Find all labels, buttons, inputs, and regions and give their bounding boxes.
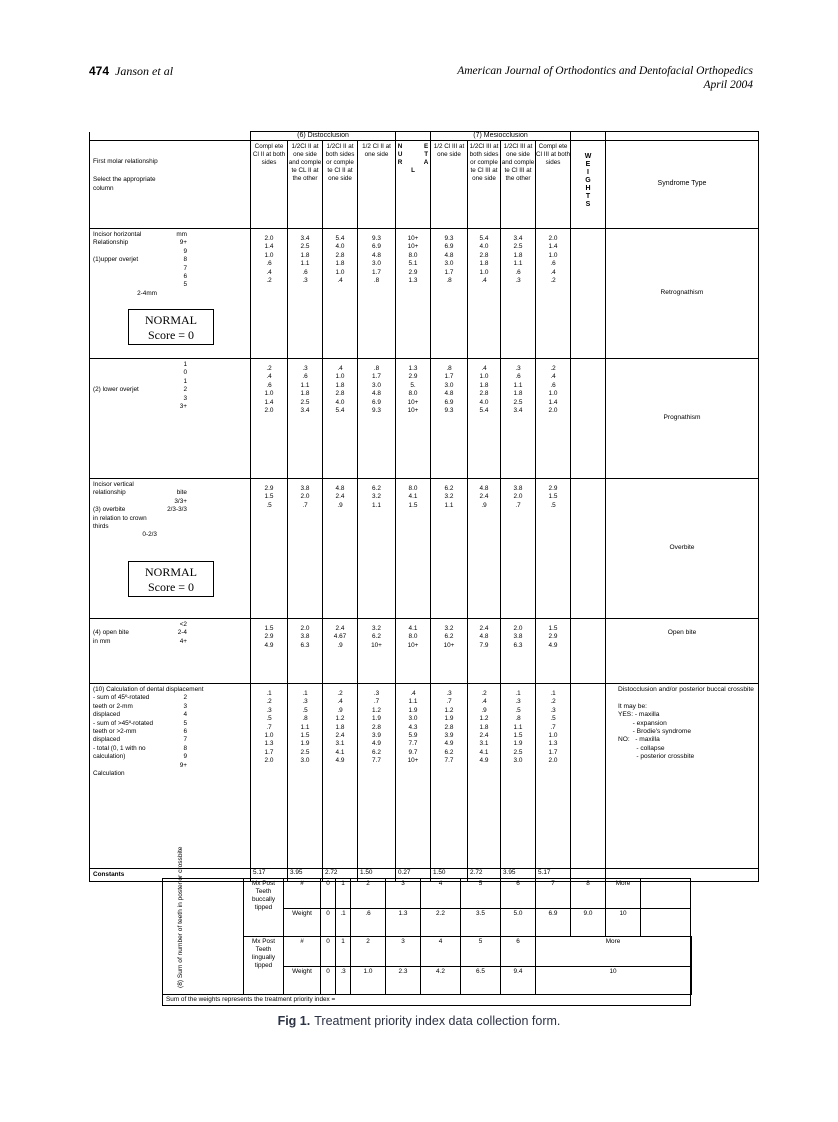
score-cell: 2.0 3.8 6.3 [288,619,323,684]
column-header: Compl ete Cl II at both sides [251,141,288,229]
row-label-line [93,290,247,298]
row-label-line [93,273,247,281]
crossbite-count: More [536,937,691,967]
row-label-line [93,770,247,778]
row-label-value: 2-4 [177,629,187,637]
row-label-line [93,395,247,403]
row-label-text: (2) lower overjet [93,386,139,394]
score-cell: 3.8 2.0 .7 [501,479,536,619]
row-label-text: relationship [93,489,126,497]
crossbite-count: 1 [336,879,351,909]
row-label-line [93,753,247,761]
weight-entry-cell[interactable] [571,684,606,869]
row-label-value: 9 [183,247,187,255]
row-label-text: - sum of 45º-rotated [93,694,150,702]
normal-score-box [128,561,214,597]
row-label-value: 0 [183,369,187,377]
row-label-line [93,515,247,523]
row-label-line [93,248,247,256]
score-cell: .2 .4 .9 1.2 1.8 2.4 3.1 4.1 4.9 [468,684,501,869]
row-label-value: 1 [183,377,187,385]
row-label-line [93,629,247,637]
score-cell: .4 1.0 1.8 2.8 4.0 5.4 [468,359,501,479]
crossbite-weight: 3.5 [461,909,501,937]
row-label-line [93,506,247,514]
page-number: 474 [89,64,110,78]
syndrome-type-cell: Distocclusion and/or posterior buccal crossbite It may be: YES: - maxilla - expansion - Brodie's syndrome NO: - maxilla - collapse - posterior crossbite [606,684,759,869]
row-label-text: teeth or >2-mm [93,728,137,736]
crossbite-weight: 10 [606,909,641,937]
score-cell: 9.3 6.9 4.8 3.0 1.7 .8 [431,229,468,359]
crossbite-count: 7 [536,879,571,909]
buccal-label: Mx Post Teeth buccally tipped [244,879,284,937]
score-cell: .1 .2 .3 .5 .7 1.0 1.3 1.7 2.0 [251,684,288,869]
score-cell: 2.4 4.8 7.9 [468,619,501,684]
row-label-line [93,239,247,247]
syndrome-header: Syndrome Type [606,141,759,229]
row-label-line [93,489,247,497]
crossbite-weight: .6 [351,909,386,937]
row-label-line [93,481,247,489]
crossbite-count: 3 [386,937,421,967]
score-cell: .3 .7 1.2 1.9 2.8 3.9 4.9 6.2 7.7 [431,684,468,869]
weight-entry-cell[interactable] [571,359,606,479]
column-header: 1/2 Cl III at one side [431,141,468,229]
form-row [90,684,759,869]
crossbite-weight: .1 [336,909,351,937]
crossbite-count: 5 [461,937,501,967]
row-label-line [93,711,247,719]
row-label-line [93,745,247,753]
row-label-line [93,694,247,702]
score-cell: 6.2 3.2 1.1 [431,479,468,619]
score-cell: 4.8 2.4 .9 [468,479,501,619]
row-label-line [93,386,247,394]
row-label-line [93,369,247,377]
column-header: 1/2Cl II at one side and comple te CL II at the other [288,141,323,229]
blank-cell [606,132,759,141]
count-label: # [284,937,321,967]
score-cell: 3.8 2.0 .7 [288,479,323,619]
row-label-cell [90,359,251,479]
syndrome-type-cell: Prognathism [606,359,759,479]
row-label-text: Relationship [93,239,129,247]
column-header: 1/2Cl III at one side and comple te Cl III at the other [501,141,536,229]
treatment-priority-form [89,131,759,882]
crossbite-count: 0 [321,937,336,967]
score-cell: .4 1.0 1.8 2.8 4.0 5.4 [323,359,358,479]
authors: Janson et al [115,64,174,78]
row-label-value: 9+ [179,761,187,769]
crossbite-weight: 10 [536,967,691,995]
row-label-value: 7 [183,736,187,744]
row-label-text: thirds [93,523,109,531]
row-label-text: (1)upper overjet [93,256,139,264]
crossbite-count: 4 [421,879,461,909]
weight-entry-cell[interactable] [571,229,606,359]
row-label-line [93,686,247,694]
crossbite-vertical-label-cell [163,846,244,995]
column-header: 1/2 Cl II at one side [358,141,396,229]
count-label: # [284,879,321,909]
crossbite-weight: 2.3 [386,967,421,995]
row-label-line [93,256,247,264]
figure-caption [0,1014,838,1028]
crossbite-count: 2 [351,937,386,967]
row-label-text: displaced [93,711,121,719]
row-label-value: 8 [183,256,187,264]
weight-entry-cell[interactable] [571,619,606,684]
row-label-cell [90,684,251,869]
normal-score-text: Score = 0 [147,580,195,594]
row-label-line [93,762,247,770]
figure-label: Fig 1. [277,1014,311,1028]
score-cell: 1.5 2.9 4.9 [251,619,288,684]
row-label-value: 3+ [179,403,187,411]
score-cell: 1.3 2.9 5. 8.0 10+ 10+ [396,359,431,479]
score-cell: 6.2 3.2 1.1 [358,479,396,619]
crossbite-weight: 4.2 [421,967,461,995]
row-label-value: 2 [183,694,187,702]
weight-entry-cell[interactable] [571,479,606,619]
constant-value: 5.17 [536,869,571,882]
row-label-text: - sum of >45º-rotated [93,719,154,727]
row-label-line [93,720,247,728]
row-label-value: 6 [183,273,187,281]
row-label-value: 1 [183,361,187,368]
crossbite-entry-cell[interactable] [691,937,692,967]
row-label-text: (4) open bite [93,629,129,637]
constant-value: 3.95 [288,869,323,882]
weights-header: W E I G H T S [571,141,606,229]
row-label-line [93,703,247,711]
score-cell: .8 1.7 3.0 4.8 6.9 9.3 [431,359,468,479]
crossbite-count: 2 [351,879,386,909]
row-label-value: 4+ [179,637,187,645]
row-label-text: Calculation [93,770,125,778]
constant-value: 1.50 [431,869,468,882]
row-label-text: - total (0, 1 with no [93,744,146,752]
syndrome-type-cell: Retrognathism [606,229,759,359]
row-label-line [93,231,247,239]
running-header-left [89,64,173,79]
crossbite-count: 6 [501,879,536,909]
row-label-text: (3) overbite [93,506,126,514]
crossbite-weight: 6.5 [461,967,501,995]
score-cell: 3.4 2.5 1.8 1.1 .6 .3 [288,229,323,359]
score-cell: .4 1.1 1.9 3.0 4.3 5.9 7.7 9.7 10+ [396,684,431,869]
row-label-value: 3/3+ [174,497,187,505]
score-cell: .8 1.7 3.0 4.8 6.9 9.3 [358,359,396,479]
score-cell: 2.0 1.4 1.0 .6 .4 .2 [536,229,571,359]
row-label-line [93,378,247,386]
score-cell: 3.2 6.2 10+ [358,619,396,684]
crossbite-weight: 9.4 [501,967,536,995]
form-row [90,359,759,479]
crossbite-weight: 0 [321,909,336,937]
score-cell: .2 .4 .6 1.0 1.4 2.0 [536,359,571,479]
score-cell: 9.3 6.9 4.8 3.0 1.7 .8 [358,229,396,359]
row-label-line [93,361,247,369]
row-label-line [93,523,247,531]
row-label-text: in mm [93,637,111,645]
row-label-value: 9+ [179,239,187,247]
blank-cell [90,132,251,141]
running-header-right [457,64,753,92]
crossbite-count: More [606,879,641,909]
row-label-cell [90,479,251,619]
row-label-text: in relation to crown [93,514,147,522]
constant-value: 3.95 [501,869,536,882]
row-label-cell [90,229,251,359]
crossbite-vertical-label: (8) Sum of number of teeth in posterior crossbite [177,846,184,988]
form-row [90,229,759,359]
constant-value: 1.50 [358,869,396,882]
figure-caption-text: Treatment priority index data collection form. [314,1014,561,1028]
row-label-line [93,728,247,736]
constant-value: 0.27 [396,869,431,882]
row-label-value: 7 [183,264,187,272]
score-cell: 10+ 10+ 8.0 5.1 2.9 1.3 [396,229,431,359]
normal-score-box [128,309,214,345]
row-label-line [93,265,247,273]
row-label-text: Incisor vertical [93,481,134,488]
normal-score-text: NORMAL [144,313,197,327]
row-label-value: 0-2/3 [142,531,157,539]
row-label-value: 2 [183,386,187,394]
score-cell: .2 .4 .9 1.2 1.8 2.4 3.1 4.1 4.9 [323,684,358,869]
score-cell: .3 .6 1.1 1.8 2.5 3.4 [288,359,323,479]
row-label-value: 9 [183,753,187,761]
score-cell: .1 .2 .3 .5 .7 1.0 1.3 1.7 2.0 [536,684,571,869]
journal-title: American Journal of Orthodontics and Dentofacial Orthopedics [457,65,753,77]
score-cell: .2 .4 .6 1.0 1.4 2.0 [251,359,288,479]
column-header: N E U T R A L [396,141,431,229]
score-cell: 4.8 2.4 .9 [323,479,358,619]
crossbite-entry-cell[interactable] [641,909,691,937]
row-label-line [93,403,247,411]
row-label-value: mm [176,231,187,238]
blank-cell [396,132,431,141]
crossbite-count: 8 [571,879,606,909]
normal-score-text: NORMAL [144,565,197,579]
crossbite-weight: 1.0 [351,967,386,995]
row-label-line [93,281,247,289]
row-label-text: calculation) [93,753,126,761]
row-label-text: teeth or 2-mm [93,702,133,710]
score-cell: 4.1 8.0 10+ [396,619,431,684]
form-row [90,479,759,619]
syndrome-type-cell: Open bite [606,619,759,684]
blank-cell [571,132,606,141]
row-label-value: bite [176,489,187,497]
crossbite-weight: .3 [336,967,351,995]
constants-label: Constants [90,869,251,882]
crossbite-weight: 6.9 [536,909,571,937]
crossbite-weight: 2.2 [421,909,461,937]
row-label-cell [90,619,251,684]
constant-value: 2.72 [468,869,501,882]
crossbite-weight: 1.3 [386,909,421,937]
row-label-value: 2-4mm [137,289,157,297]
score-cell: 3.2 6.2 10+ [431,619,468,684]
score-cell: 2.9 1.5 .5 [536,479,571,619]
row-label-text: displaced [93,736,121,744]
row-label-line [93,498,247,506]
row-label-value: 6 [183,728,187,736]
row-label-value: <2 [179,621,187,628]
score-cell: 5.4 4.0 2.8 1.8 1.0 .4 [468,229,501,359]
first-molar-label: First molar relationship [93,158,158,165]
row-label-text: (10) Calculation of dental displacement [93,686,204,693]
treatment-priority-sum: Sum of the weights represents the treatment priority index = [163,995,691,1006]
column-header: 1/2Cl III at both sides or comple te Cl III at one side [468,141,501,229]
score-cell: .3 .7 1.2 1.9 2.8 3.9 4.9 6.2 7.7 [358,684,396,869]
score-cell: 2.0 1.4 1.0 .6 .4 .2 [251,229,288,359]
crossbite-entry-cell[interactable] [691,967,692,995]
row-label-value: 4 [183,711,187,719]
lingual-label: Mx Post Teeth lingually tipped [244,937,284,995]
select-column-label: Select the appropriate column [93,176,156,192]
row-label-value: 5 [183,719,187,727]
group-mesiocclusion: (7) Mesiocclusion [431,132,571,141]
crossbite-weight: 9.0 [571,909,606,937]
row-label-value: 8 [183,744,187,752]
crossbite-count: 4 [421,937,461,967]
score-cell: 2.4 4.67 .9 [323,619,358,684]
crossbite-weight: 0 [321,967,336,995]
crossbite-count: 3 [386,879,421,909]
column-header: 1/2Cl II at both sides or comple te Cl II at one side [323,141,358,229]
weight-label: Weight [284,967,321,995]
crossbite-entry-cell[interactable] [641,879,691,909]
constant-value: 5.17 [251,869,288,882]
first-molar-cell [90,141,251,229]
row-label-text: Incisor horizontal [93,231,142,238]
crossbite-count: 1 [336,937,351,967]
crossbite-count: 5 [461,879,501,909]
group-distocclusion: (6) Distocclusion [251,132,396,141]
row-label-value: 2/3-3/3 [167,506,187,514]
row-label-value: 3 [183,394,187,402]
row-label-value: 3 [183,702,187,710]
normal-score-text: Score = 0 [147,328,195,342]
row-label-line [93,638,247,646]
row-label-line [93,531,247,539]
row-label-line [93,621,247,629]
crossbite-weight: 5.0 [501,909,536,937]
column-header: Compl ete Cl III at both sides [536,141,571,229]
score-cell: 2.9 1.5 .5 [251,479,288,619]
form-row [90,619,759,684]
crossbite-count: 0 [321,879,336,909]
score-cell: 8.0 4.1 1.5 [396,479,431,619]
score-cell: 5.4 4.0 2.8 1.8 1.0 .4 [323,229,358,359]
weight-label: Weight [284,909,321,937]
score-cell: .3 .6 1.1 1.8 2.5 3.4 [501,359,536,479]
row-label-line [93,736,247,744]
score-cell: .1 .3 .5 .8 1.1 1.5 1.9 2.5 3.0 [501,684,536,869]
score-cell: .1 .3 .5 .8 1.1 1.5 1.9 2.5 3.0 [288,684,323,869]
issue-date: April 2004 [703,79,753,91]
score-cell: 2.0 3.8 6.3 [501,619,536,684]
score-cell: 1.5 2.9 4.9 [536,619,571,684]
constant-value: 2.72 [323,869,358,882]
syndrome-type-cell: Overbite [606,479,759,619]
row-label-value: 5 [183,281,187,289]
crossbite-count: 6 [501,937,536,967]
score-cell: 3.4 2.5 1.8 1.1 .6 .3 [501,229,536,359]
